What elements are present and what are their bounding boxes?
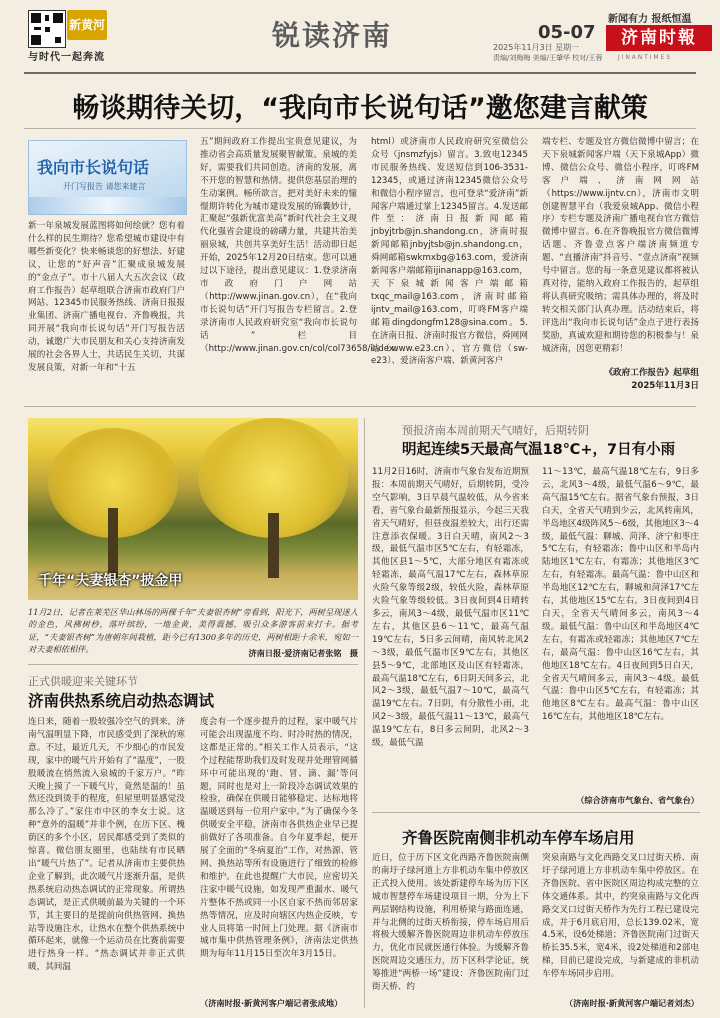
heating-title: 济南供热系统启动热态调试 xyxy=(28,692,215,710)
photo-caption: 11月2日，记者在莱芜区华山林场的两棵千年“夫妻银杏树”旁看到，阳光下，两树呈现迷人的金色，风拂树杪，落叶缤纷，一地金黄，美得震撼，吸引众多游客前来打卡。据考证，“夫妻银杏树”为唐朝年间栽植，距今已有1300多年的历史，两树相距十余米，宛如一对夫妻相依相伴。 xyxy=(28,607,358,655)
heating-kicker: 正式供暖迎来关键环节 xyxy=(28,675,138,688)
section-divider xyxy=(24,406,696,407)
article1-column-3: html）或济南市人民政府研究室微信公众号（jnsmzfyjs）留言。3.致电12345市民服务热线、发送短信到106-3531-12345，或通过济南12345微信公众号和微信小程序留言，也可登录“爱济南”新闻客户端通过掌上12345留言。4.发送邮件至：济南日报新闻邮箱jnbyjtrb@jn.shandong.cn，济南时报新闻邮箱jnbyjtsb@jn.shandong.cn，舜网邮箱swkmxbg@163.com，爱济南新闻客户端邮箱ijinanapp@163.com，天下泉城新闻客户端邮箱txqc_mail@163.com，济南时邮箱ijntv_mail@163.com，叮咚FM客户端邮箱dingdongfm128@sina.com。5.在济南日报、济南时报官方微信，舜网网站（www.e23.cn）、官方微信（sw-e23）、爱济南客户端、新黄河客户 xyxy=(371,137,528,367)
masthead-divider xyxy=(24,72,696,74)
weather-divider xyxy=(372,812,700,813)
weather-title: 明起连续5天最高气温18℃+，7日有小雨 xyxy=(402,442,676,458)
brand-pinyin: J I N A N T I M E S xyxy=(618,54,670,61)
page-headline: 畅谈期待关切，“我向市长说句话”邀您建言献策 xyxy=(72,93,648,124)
weather-column-2: 11～13℃，最高气温18℃左右，9日多云，北风3～4级，最低气温6～9℃，最高气温15℃左右。据省气象台预报，3日白天，全省天气晴到少云，北风转南风，半岛地区4级阵风5～6级，其他地区3～4级，最低气温：聊城、菏泽、济宁和枣庄5℃左右，有轻霜冻；鲁中山区和半岛内陆地区1℃左右，有霜冻；其他地区3℃左右，有轻霜冻。最高气温：鲁中山区和半岛地区12℃左右，聊城和菏泽17℃左右，其他地区15℃左右。3日夜间到4日白天，全省天气晴间多云，南风3～4级。最低气温：鲁中山区和半岛地区4℃左右，有霜冻或轻霜冻；其他地区7℃左右，最高气温：鲁中山区16℃左右，其他地区18℃左右。4日夜间到5日白天，全省天气晴间多云，南风3～4级。最低气温：鲁中山区5℃左右，有轻霜冻；其他地区8℃左右。最高气温：鲁中山区16℃左右，其他地区18℃左右。 xyxy=(542,467,699,723)
tagline: 与时代一起奔流 xyxy=(28,52,105,63)
parking-title: 齐鲁医院南侧非机动车停车场启用 xyxy=(402,829,635,847)
brand-name: 济南时報 xyxy=(606,25,712,51)
banner-title: 我向市长说句话 xyxy=(37,158,150,177)
column-divider xyxy=(364,418,365,1008)
tree-trunk-left xyxy=(108,508,118,578)
article1-column-2: 五”期间政府工作提出宝贵意见建议，为推动省会高质量发展聚智献策。泉城的美好，需要我们共同创造。济南的发展，离不开您的智慧和热情。提供您基层治理的生动案例。畅所欲言，把对美好未来的憧憬期许转化为城市建设发展的锦囊妙计，汇聚起“强新优富美高”新时代社会主义现代化强省会建设的磅礴力量，共建共治美丽泉城，共创共享美好生活！活动即日起开始，2025年12月20日结束。您可以通过以下途径，提出意见建议：1.登录济南市政府门户网站（http://www.jinan.gov.cn），在“我向市长说句话”开门写报告专栏留言。2.登录济南市人民政府研究室“我向市长说句话”栏目（http://www.jinan.gov.cn/col/col73658/index. xyxy=(200,137,397,354)
brand-slogan: 新闻有力 报纸恒温 xyxy=(608,14,692,25)
weather-credit: （综合济南市气象台、省气象台） xyxy=(576,795,699,805)
tree-trunk-right xyxy=(268,513,279,578)
qr-code xyxy=(28,10,66,48)
photo-overlay-title: 千年“夫妻银杏”披金甲 xyxy=(38,573,183,589)
newspaper-logo: 新黄河 xyxy=(67,10,107,40)
campaign-banner xyxy=(28,140,187,215)
weather-kicker: 预报济南本周前期天气晴好，后期转阴 xyxy=(402,424,589,437)
page-number: 05-07 xyxy=(538,22,596,43)
parking-credit: （济南时报·新黄河客户端记者刘杰） xyxy=(564,998,699,1008)
parking-column-2: 突泉南路与文化西路交叉口过街天桥、南圩子绿河道上方非机动车集中停放区。在齐鲁医院、省中医院区周边构成完整的立体交通体系。其中，约突泉南路与文化西路交叉口过街天桥作为先行工程已建设完成，并于6月底启用，总长139.02米，宽4.5米，设6处梯道；齐鲁医院南门过街天桥长35.5米，宽4米，设2处梯道和2部电梯，目前已建设完成，与新建成的非机动车停车场同步启用。 xyxy=(542,853,699,980)
ginkgo-photo xyxy=(28,418,358,600)
article1-column-1: 新一年泉城发展蓝图将如何绘就？您有着什么样的民生期待？您希望城市建设中有哪些新变化？快来畅谈您的好想法、好建议，让您的“好声音”汇聚成泉城发展的“金点子”。市十八届人大五次会议（政府工作报告）起草组联合济南市政府门户网站、12345市民服务热线、济南日报报业集团、济南广播电视台、齐鲁晚报，共同开展“我向市长说句话”开门写报告活动，诚邀广大市民朋友和关心支持济南发展的社会各界人士，共话民生关切，共谋发展良策，对新一年和“十五 xyxy=(28,221,185,373)
article1-signature: 《政府工作报告》起草组 xyxy=(604,368,699,378)
photo-divider xyxy=(28,664,358,665)
banner-subtitle: 开门写报告 请您来建言 xyxy=(63,182,146,191)
article1-column-4: 端专栏、专题及官方微信微博中留言；在天下泉城新闻客户端（天下泉城App）微博、微信公众号、微信小程序，叮咚FM客户端、济南网网站（https://www.ijntv.cn），济南市文明创建智慧平台（我爱泉城App、微信小程序）专栏专题及济南广播电视台官方微信微博中留言。6.在齐鲁晚报官方微信微博话题、齐鲁壹点客户端济南频道专题、“直播济南”抖音号、“壹点济南”视频号中留言。您的每一条意见建议都将被认真对待，能纳入政府工作报告的，起草组将认真研究吸纳；需具体办理的，将及时转交相关部门认真办理。活动结束后，将评选出“我向市长说句话”金点子进行表扬奖励，真诚欢迎和期待您的积极参与！泉城济南，因您更精彩！ xyxy=(542,137,699,354)
date-line: 2025年11月3日 星期一 xyxy=(493,43,580,52)
article1-date: 2025年11月3日 xyxy=(631,381,699,391)
parking-column-1: 近日，位于历下区文化西路齐鲁医院南侧的南圩子绿河道上方非机动车集中停放区正式投入使用。该处新建停车场为历下区城市智慧停车场建设项目一期，分为上下两层钢结构设施，利用桥梁与路面连通，并与北侧的过街天桥衔接，停车场启用后将极大缓解齐鲁医院周边非机动车停放压力，优化市民就医通行体验。为缓解齐鲁医院周边交通压力，历下区科学论证，统筹推进“两桥一场”建设：齐鲁医院南门过街天桥、约 xyxy=(372,853,529,993)
editors-line: 责编/刘梅梅 美编/王肇华 校对/王蓉 xyxy=(493,54,603,62)
section-title: 锐读济南 xyxy=(272,19,393,52)
heating-credit: （济南时报·新黄河客户端记者张成地） xyxy=(200,998,343,1008)
photo-credit: 济南日报·爱济南记者张铭 摄 xyxy=(248,648,358,658)
headline-divider xyxy=(24,128,696,129)
heating-column-1: 连日来，随着一股较强冷空气的到来，济南气温明显下降，市民感受到了深秋的寒意。不过，最近几天，不少细心的市民发现，家中的暖气片开始有了“温度”，一股股暖流在悄然流入泉城的千家万户。“昨天晚上摸了一下暖气片，竟然是温的！虽然还没到烫手的程度，但屋里明显感觉没那么冷了。”家住市中区的李女士说。这种“意外的温暖”并非个例，在历下区、槐荫区的多个小区，居民都感受到了类似的惊喜。微信朋友圈里，也陆续有市民晒出“暖气片热了”。记者从济南市主要供热企业了解到，此次暖气片逐渐升温，是供热系统启动热态调试的正常现象。所谓热态调试，是正式供暖前最为关键的一个环节，其主要目的是提前向供热管网、换热站等设施注水，让热水在整个供热系统中循环起来，就像一个运动员在比赛前需要进行热身一样。“热态调试并非正式供暖，其间温 xyxy=(28,717,185,973)
weather-column-1: 11月2日16时，济南市气象台发布近期预报：本周前期天气晴好，后期转阴，受冷空气影响，3日早晨气温较低，从今省来看，省气象台最新预报显示，今起三天我省天气晴好，但昼夜温差较大，出行还需注意添衣保暖。3日白天晴，南风2～3级，最低气温市区5℃左右，有轻霜冻，其他区县1～5℃，大部分地区有霜冻或轻霜冻，最高气温17℃左右，森林草原火险气象等级2级，较低火险，森林草原火险气象等级较低。3日夜间到4日晴转多云，南风3～4级，最低气温市区11℃左右，其他区县6～11℃，最高气温19℃左右，5日多云间晴，南风转北风2～3级，最低气温市区9℃左右，其他区县5～9℃，北部地区及山区有轻霜冻，最高气温18℃左右，6日阴天间多云，北风2～3级，最低气温7～10℃，最高气温19℃左右。7日阴，有分散性小雨，北风2～3级，最低气温11～13℃，最高气温19℃左右，8日多云间阴，北风2～3级，最低气温 xyxy=(372,467,529,749)
banner-decoration xyxy=(29,197,186,214)
heating-column-2: 度会有一个逐步提升的过程，家中暖气片可能会出现温度不均、时冷时热的情况，这都是正常的。”相关工作人员表示，“这个过程能帮助我们及时发现并处理管网循环中可能出现的‘跑、冒、滴、漏’等问题，同时也是对上一阶段冷态调试效果的检验，确保在供暖日能够稳定、达标地将温暖送到每一位用户家中。”为了确保今冬供暖安全平稳，济南市各供热企业早已提前做好了各项准备。自今年夏季起，便开展了全面的“冬病夏治”工作，对热源、管网、换热站等所有设施进行了细致的检修和维护。在此也提醒广大市民，应密切关注家中暖气设施，如发现严重漏水、暖气片整体不热或同一小区自家不热而邻居家热等情况，应及时向辖区内热企反映，专业人员将第一时间上门处理。据《济南市城市集中供热管理条例》，济南法定供热期为每年11月15日至次年3月15日。 xyxy=(200,717,358,960)
